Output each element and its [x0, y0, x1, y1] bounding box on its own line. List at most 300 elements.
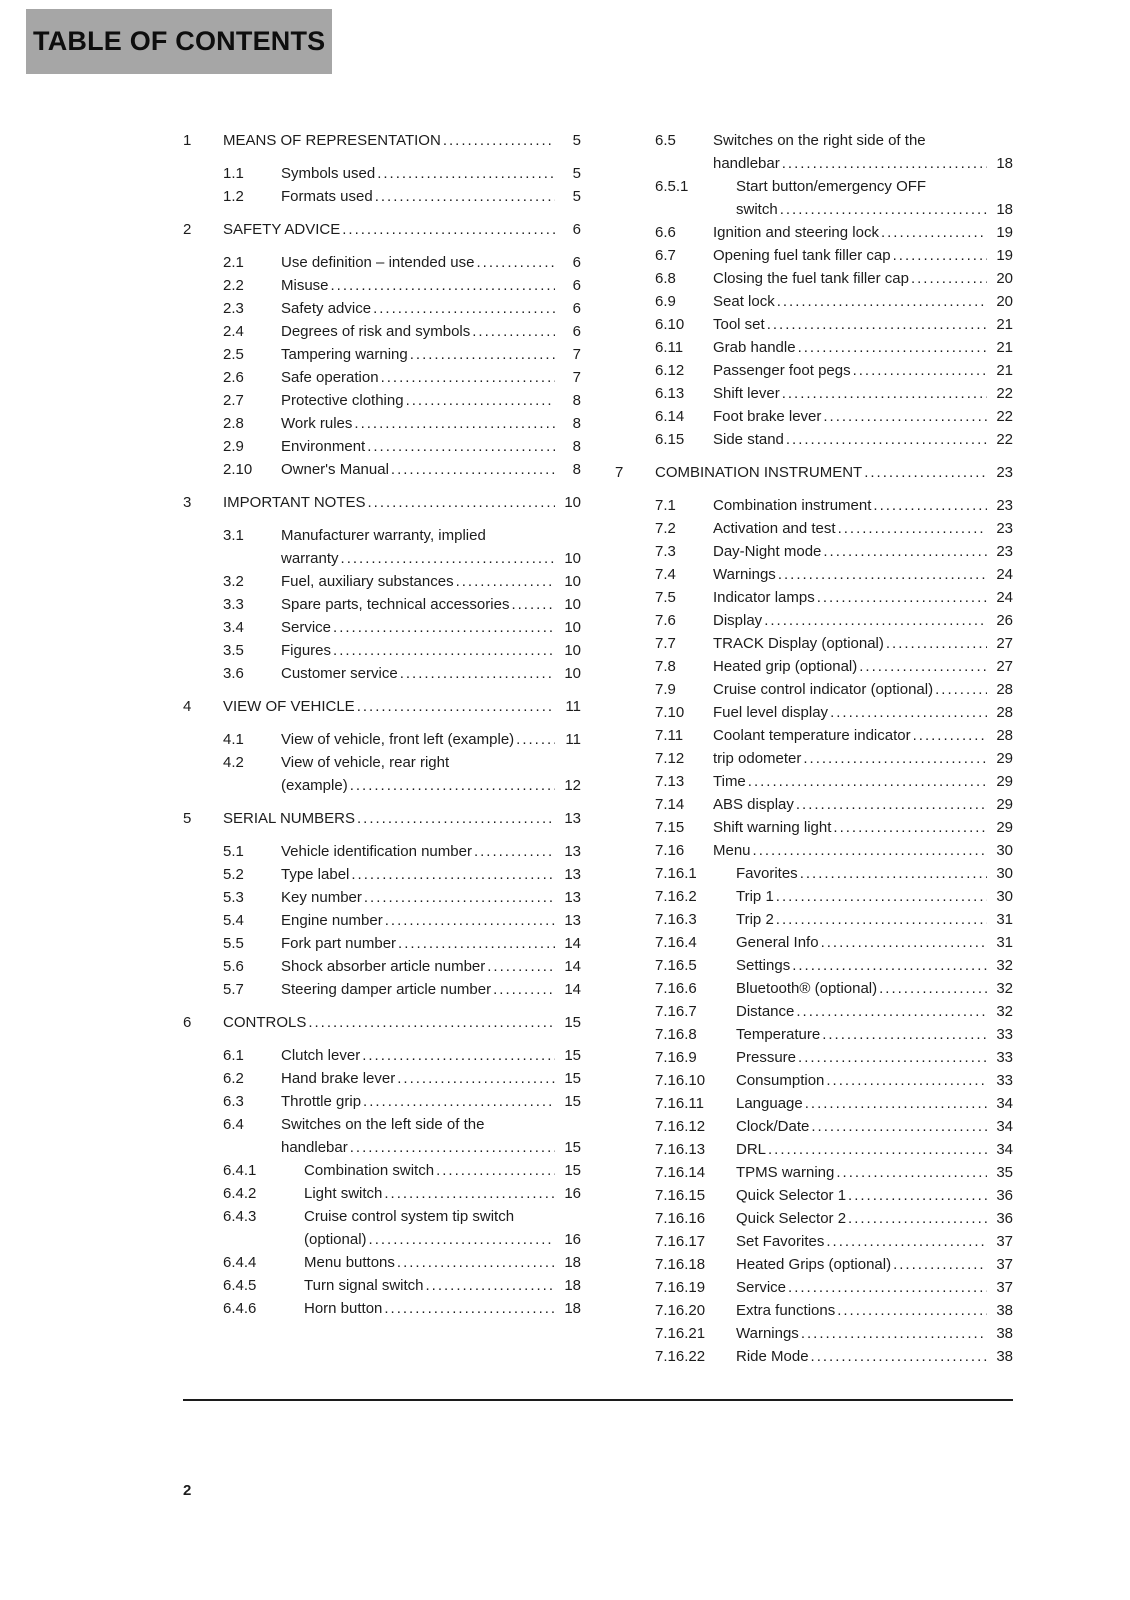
toc-entry-leader: [893, 244, 987, 267]
toc-entry-page: 21: [996, 339, 1013, 356]
toc-entry-leader: [357, 807, 555, 830]
toc-entry-page: 15: [564, 1070, 581, 1087]
toc-column-right: [615, 129, 1013, 1368]
toc-entry-page: 27: [996, 635, 1013, 652]
toc-entry-title: Fork part number: [281, 935, 397, 952]
toc-entry-page: 34: [996, 1095, 1013, 1112]
toc-entry-title: MEANS OF REPRESENTATION: [223, 132, 441, 149]
toc-entry: [183, 162, 581, 185]
toc-entry-leader: [373, 297, 555, 320]
toc-entry: [615, 267, 1013, 290]
toc-entry-number: 7.16.10: [655, 1072, 706, 1089]
toc-entry: [183, 978, 581, 1001]
toc-entry-page: 24: [996, 566, 1013, 583]
toc-entry-page: 38: [996, 1302, 1013, 1319]
toc-entry-leader: [384, 1297, 555, 1320]
toc-entry-number: 7.16.19: [655, 1279, 706, 1296]
toc-entry-leader: [350, 774, 555, 797]
toc-entry-leader: [351, 863, 555, 886]
toc-entry-number: 3: [183, 494, 192, 511]
toc-entry-title: Ignition and steering lock: [713, 224, 879, 241]
toc-entry-leader: [384, 1182, 555, 1205]
toc-entry-page: 37: [996, 1256, 1013, 1273]
toc-entry: [183, 593, 581, 616]
toc-entry-page: 15: [564, 1093, 581, 1110]
toc-entry: [615, 954, 1013, 977]
toc-entry-title: Symbols used: [281, 165, 376, 182]
toc-entry-leader: [911, 267, 987, 290]
toc-entry-leader: [837, 1299, 987, 1322]
toc-entry: [183, 435, 581, 458]
toc-entry-number: 7.16.12: [655, 1118, 706, 1135]
toc-entry-leader: [331, 274, 555, 297]
toc-entry-title: Foot brake lever: [713, 408, 822, 425]
toc-entry-leader: [848, 1207, 987, 1230]
toc-entry-title: Grab handle: [713, 339, 796, 356]
toc-entry-title: Owner's Manual: [281, 461, 389, 478]
toc-entry-page: 26: [996, 612, 1013, 629]
toc-entry-page: 33: [996, 1026, 1013, 1043]
toc-entry: [615, 221, 1013, 244]
toc-entry-leader: [823, 540, 987, 563]
toc-entry-number: 6.5.1: [655, 178, 689, 195]
toc-entry-leader: [881, 221, 987, 244]
toc-entry-title: Shift lever: [713, 385, 780, 402]
toc-entry-page: 5: [572, 132, 581, 149]
toc-entry-number: 6.7: [655, 247, 676, 264]
toc-entry-title: Figures: [281, 642, 332, 659]
toc-entry: [183, 1090, 581, 1113]
toc-entry-number: 6.4.3: [223, 1208, 257, 1225]
toc-entry-page: 22: [996, 408, 1013, 425]
toc-entry-number: 2.2: [223, 277, 244, 294]
toc-entry: [183, 863, 581, 886]
toc-entry-page: 22: [996, 385, 1013, 402]
toc-entry-leader: [848, 1184, 987, 1207]
toc-entry-title: IMPORTANT NOTES: [223, 494, 366, 511]
toc-entry-page: 6: [572, 323, 581, 340]
toc-entry-page: 28: [996, 681, 1013, 698]
toc-entry-number: 7.16.17: [655, 1233, 706, 1250]
toc-entry-leader: [777, 290, 987, 313]
toc-entry-page: 6: [572, 221, 581, 238]
toc-entry-page: 19: [996, 224, 1013, 241]
toc-entry: [183, 1297, 581, 1320]
toc-entry-number: 6.4.4: [223, 1254, 257, 1271]
toc-entry-page: 29: [996, 796, 1013, 813]
toc-entry-title: Temperature: [736, 1026, 821, 1043]
toc-entry-page: 10: [564, 665, 581, 682]
toc-entry-page: 18: [564, 1300, 581, 1317]
toc-entry: [615, 931, 1013, 954]
toc-entry-leader: [354, 412, 555, 435]
toc-entry-title: (example): [281, 777, 348, 794]
toc-entry-number: 7.3: [655, 543, 676, 560]
toc-entry-leader: [796, 1000, 987, 1023]
toc-entry: [615, 313, 1013, 336]
toc-entry-title: (optional): [304, 1231, 367, 1248]
toc-entry-leader: [377, 162, 555, 185]
toc-entry-number: 7.1: [655, 497, 676, 514]
toc-entry-leader: [873, 494, 987, 517]
toc-entry-title: Seat lock: [713, 293, 775, 310]
toc-entry-number: 3.3: [223, 596, 244, 613]
toc-entry: [183, 251, 581, 274]
toc-entry-title: Heated Grips (optional): [736, 1256, 892, 1273]
toc-entry-number: 6.11: [655, 339, 684, 356]
toc-entry-number: 7.14: [655, 796, 685, 813]
toc-entry-leader: [826, 1069, 987, 1092]
toc-entry: [183, 1011, 581, 1034]
toc-entry-page: 7: [572, 369, 581, 386]
toc-entry-title: Distance: [736, 1003, 795, 1020]
toc-entry: [615, 461, 1013, 484]
toc-entry: [183, 616, 581, 639]
toc-entry-leader: [782, 152, 987, 175]
toc-entry-page: 21: [996, 316, 1013, 333]
toc-entry-number: 7.16.7: [655, 1003, 697, 1020]
toc-entry-page: 10: [564, 596, 581, 613]
toc-entry-number: 7.2: [655, 520, 676, 537]
toc-entry: [615, 701, 1013, 724]
toc-entry-title: Closing the fuel tank filler cap: [713, 270, 909, 287]
toc-entry-page: 15: [564, 1047, 581, 1064]
toc-entry-leader: [333, 639, 555, 662]
toc-entry: [183, 1205, 581, 1251]
toc-entry: [615, 1299, 1013, 1322]
toc-entry-leader: [400, 662, 555, 685]
toc-entry: [615, 586, 1013, 609]
toc-entry-page: 13: [564, 866, 581, 883]
toc-entry-title: Steering damper article number: [281, 981, 492, 998]
toc-entry-title: Protective clothing: [281, 392, 404, 409]
toc-entry-leader: [748, 770, 987, 793]
toc-entry-title: Key number: [281, 889, 362, 906]
page-number: 2: [183, 1482, 192, 1499]
toc-entry-number: 4.1: [223, 731, 244, 748]
toc-entry-number: 1.1: [223, 165, 244, 182]
toc-entry-page: 32: [996, 1003, 1013, 1020]
toc-entry-page: 23: [996, 520, 1013, 537]
toc-entry-title: Service: [281, 619, 332, 636]
toc-entry-leader: [826, 1230, 987, 1253]
toc-entry-leader: [342, 218, 555, 241]
toc-entry-leader: [803, 747, 987, 770]
toc-entry-number: 7.16.1: [655, 865, 697, 882]
toc-entry-number: 1: [183, 132, 192, 149]
toc-entry-title: Tampering warning: [281, 346, 408, 363]
toc-entry-title: Hand brake lever: [281, 1070, 396, 1087]
toc-entry-title: Menu: [713, 842, 751, 859]
toc-entry-title: Switches on the right side of the: [713, 132, 926, 149]
toc-entry-leader: [798, 1046, 987, 1069]
toc-entry-number: 7.16.2: [655, 888, 697, 905]
toc-entry-leader: [817, 586, 987, 609]
toc-entry-number: 2.7: [223, 392, 244, 409]
toc-entry-page: 30: [996, 865, 1013, 882]
toc-entry-page: 33: [996, 1072, 1013, 1089]
toc-entry-title: Use definition – intended use: [281, 254, 475, 271]
toc-entry: [615, 517, 1013, 540]
toc-entry: [183, 840, 581, 863]
toc-entry-leader: [397, 1251, 555, 1274]
toc-entry: [615, 428, 1013, 451]
toc-entry: [183, 218, 581, 241]
toc-entry-leader: [367, 435, 555, 458]
toc-entry-number: 7.9: [655, 681, 676, 698]
toc-entry: [183, 320, 581, 343]
toc-entry-leader: [886, 632, 987, 655]
toc-entry-leader: [456, 570, 555, 593]
toc-entry: [615, 747, 1013, 770]
toc-entry-number: 6.3: [223, 1093, 244, 1110]
toc-entry-number: 6.15: [655, 431, 685, 448]
toc-entry: [183, 1274, 581, 1297]
toc-entry: [183, 1159, 581, 1182]
toc-entry: [615, 1069, 1013, 1092]
toc-entry-page: 37: [996, 1279, 1013, 1296]
toc-entry-number: 6.4.2: [223, 1185, 257, 1202]
toc-entry-page: 8: [572, 392, 581, 409]
toc-entry: [615, 359, 1013, 382]
toc-entry-leader: [397, 1067, 555, 1090]
toc-entry-leader: [822, 1023, 987, 1046]
toc-entry-title: Shock absorber article number: [281, 958, 486, 975]
toc-entry-page: 7: [572, 346, 581, 363]
toc-entry: [183, 491, 581, 514]
toc-entry-number: 7.16.16: [655, 1210, 706, 1227]
toc-entry-title: Consumption: [736, 1072, 825, 1089]
toc-entry-page: 23: [996, 543, 1013, 560]
toc-entry: [615, 563, 1013, 586]
toc-entry-title: Work rules: [281, 415, 353, 432]
toc-entry-leader: [753, 839, 987, 862]
toc-entry-title: Warnings: [713, 566, 776, 583]
toc-entry-number: 7.16.14: [655, 1164, 706, 1181]
toc-entry-number: 1.2: [223, 188, 244, 205]
toc-entry-number: 6.10: [655, 316, 685, 333]
toc-entry-number: 6: [183, 1014, 192, 1031]
toc-entry-page: 23: [996, 497, 1013, 514]
toc-entry-number: 2.10: [223, 461, 253, 478]
toc-entry-page: 10: [564, 619, 581, 636]
toc-entry-title: Misuse: [281, 277, 329, 294]
toc-entry-leader: [780, 198, 987, 221]
toc-entry-page: 18: [996, 201, 1013, 218]
toc-entry: [615, 290, 1013, 313]
toc-entry: [615, 405, 1013, 428]
toc-entry-number: 6.12: [655, 362, 685, 379]
toc-entry-leader: [381, 366, 555, 389]
toc-entry: [183, 524, 581, 570]
toc-entry-number: 7.16.9: [655, 1049, 697, 1066]
toc-entry-page: 28: [996, 704, 1013, 721]
toc-entry-leader: [864, 461, 987, 484]
toc-entry-number: 7.16.20: [655, 1302, 706, 1319]
toc-entry-page: 8: [572, 461, 581, 478]
toc-entry-number: 6.1: [223, 1047, 244, 1064]
toc-entry-number: 5.3: [223, 889, 244, 906]
toc-entry-number: 7.16.22: [655, 1348, 706, 1365]
toc-entry: [183, 955, 581, 978]
toc-entry-title: Cruise control indicator (optional): [713, 681, 934, 698]
toc-entry-number: 3.1: [223, 527, 244, 544]
toc-entry-leader: [879, 977, 987, 1000]
toc-entry-leader: [406, 389, 555, 412]
toc-entry-leader: [368, 491, 555, 514]
toc-entry: [615, 678, 1013, 701]
toc-entry-page: 31: [996, 934, 1013, 951]
toc-entry: [615, 793, 1013, 816]
toc-entry-leader: [838, 517, 987, 540]
toc-entry-page: 13: [564, 912, 581, 929]
toc-entry-page: 34: [996, 1118, 1013, 1135]
toc-entry-leader: [391, 458, 555, 481]
toc-entry: [615, 977, 1013, 1000]
toc-entry-title: CONTROLS: [223, 1014, 307, 1031]
toc-entry-page: 6: [572, 277, 581, 294]
toc-entry: [183, 1182, 581, 1205]
toc-entry-leader: [893, 1253, 987, 1276]
toc-entry-title: Settings: [736, 957, 791, 974]
toc-entry-number: 7.16.3: [655, 911, 697, 928]
toc-entry: [183, 639, 581, 662]
toc-entry: [615, 885, 1013, 908]
toc-entry: [615, 1184, 1013, 1207]
toc-entry-page: 15: [564, 1139, 581, 1156]
toc-entry-page: 23: [996, 464, 1013, 481]
toc-entry-title: Formats used: [281, 188, 373, 205]
toc-entry-title: Opening fuel tank filler cap: [713, 247, 891, 264]
toc-entry: [183, 886, 581, 909]
toc-entry-title: Fuel, auxiliary substances: [281, 573, 454, 590]
toc-entry-leader: [472, 320, 555, 343]
toc-entry-leader: [805, 1092, 987, 1115]
toc-entry-leader: [913, 724, 987, 747]
toc-entry-page: 10: [564, 494, 581, 511]
toc-entry-number: 7.10: [655, 704, 685, 721]
toc-entry-page: 35: [996, 1164, 1013, 1181]
toc-entry: [183, 1067, 581, 1090]
toc-entry-leader: [833, 816, 987, 839]
toc-entry-number: 7.6: [655, 612, 676, 629]
toc-entry-number: 7.11: [655, 727, 684, 744]
toc-entry: [615, 1115, 1013, 1138]
toc-entry-title: Coolant temperature indicator: [713, 727, 911, 744]
toc-entry-page: 19: [996, 247, 1013, 264]
toc-entry-number: 7.7: [655, 635, 676, 652]
toc-entry-page: 10: [564, 573, 581, 590]
toc-entry-leader: [788, 1276, 987, 1299]
toc-entry-leader: [369, 1228, 555, 1251]
toc-entry-number: 7.16.6: [655, 980, 697, 997]
toc-entry-number: 7: [615, 464, 624, 481]
toc-entry-page: 14: [564, 981, 581, 998]
toc-entry-title: Tool set: [713, 316, 765, 333]
toc-entry: [615, 1161, 1013, 1184]
toc-entry: [615, 1092, 1013, 1115]
toc-entry-page: 5: [572, 165, 581, 182]
toc-entry-leader: [786, 428, 987, 451]
toc-entry: [615, 839, 1013, 862]
toc-entry: [615, 1046, 1013, 1069]
toc-entry-leader: [476, 251, 555, 274]
toc-entry-number: 5: [183, 810, 192, 827]
toc-entry-title: Side stand: [713, 431, 784, 448]
toc-entry-title: Safe operation: [281, 369, 379, 386]
toc-entry-leader: [436, 1159, 555, 1182]
toc-entry-title: Quick Selector 1: [736, 1187, 847, 1204]
toc-entry-number: 7.16.13: [655, 1141, 706, 1158]
toc-entry-title: SERIAL NUMBERS: [223, 810, 355, 827]
toc-entry-title: Service: [736, 1279, 787, 1296]
page-header-banner: [26, 9, 332, 74]
toc-entry-number: 6.14: [655, 408, 685, 425]
toc-entry-number: 7.13: [655, 773, 685, 790]
toc-entry-title: SAFETY ADVICE: [223, 221, 341, 238]
toc-entry-number: 4: [183, 698, 192, 715]
toc-entry-title: Switches on the left side of the: [281, 1116, 485, 1133]
toc-entry-title: Clutch lever: [281, 1047, 361, 1064]
toc-entry-leader: [426, 1274, 556, 1297]
toc-entry-page: 20: [996, 270, 1013, 287]
toc-entry-page: 18: [564, 1277, 581, 1294]
toc-entry-title: Start button/emergency OFF: [736, 178, 927, 195]
toc-entry: [615, 609, 1013, 632]
toc-entry-title: Set Favorites: [736, 1233, 825, 1250]
toc-entry-title: Menu buttons: [304, 1254, 395, 1271]
toc-entry: [183, 297, 581, 320]
toc-entry: [183, 570, 581, 593]
toc-entry: [183, 807, 581, 830]
toc-entry: [615, 1207, 1013, 1230]
toc-entry-page: 32: [996, 980, 1013, 997]
toc-entry-number: 6.4.5: [223, 1277, 257, 1294]
toc-entry: [615, 724, 1013, 747]
toc-entry-title: Clock/Date: [736, 1118, 810, 1135]
toc-entry-page: 27: [996, 658, 1013, 675]
toc-entry-leader: [410, 343, 555, 366]
toc-entry-title: Quick Selector 2: [736, 1210, 847, 1227]
toc-entry-title: handlebar: [281, 1139, 348, 1156]
toc-entry: [183, 129, 581, 152]
toc-entry-leader: [830, 701, 987, 724]
toc-entry-leader: [792, 954, 987, 977]
toc-entry-title: Horn button: [304, 1300, 383, 1317]
toc-entry-number: 2.6: [223, 369, 244, 386]
toc-entry-page: 37: [996, 1233, 1013, 1250]
toc-entry-leader: [821, 931, 987, 954]
toc-entry-title: Throttle grip: [281, 1093, 362, 1110]
toc-entry: [615, 382, 1013, 405]
toc-entry-title: Favorites: [736, 865, 798, 882]
toc-entry-title: ABS display: [713, 796, 794, 813]
toc-entry-title: Heated grip (optional): [713, 658, 858, 675]
toc-entry-leader: [796, 793, 987, 816]
toc-entry-title: Trip 2: [736, 911, 774, 928]
toc-entry-number: 5.1: [223, 843, 244, 860]
toc-entry-page: 18: [564, 1254, 581, 1271]
toc-entry-number: 5.2: [223, 866, 244, 883]
toc-entry: [183, 751, 581, 797]
toc-entry-title: Vehicle identification number: [281, 843, 472, 860]
toc-entry-number: 7.16.8: [655, 1026, 697, 1043]
toc-entry-number: 6.4.6: [223, 1300, 257, 1317]
toc-entry-leader: [836, 1161, 987, 1184]
toc-entry: [615, 1253, 1013, 1276]
toc-entry: [615, 1345, 1013, 1368]
toc-entry-title: General Info: [736, 934, 819, 951]
